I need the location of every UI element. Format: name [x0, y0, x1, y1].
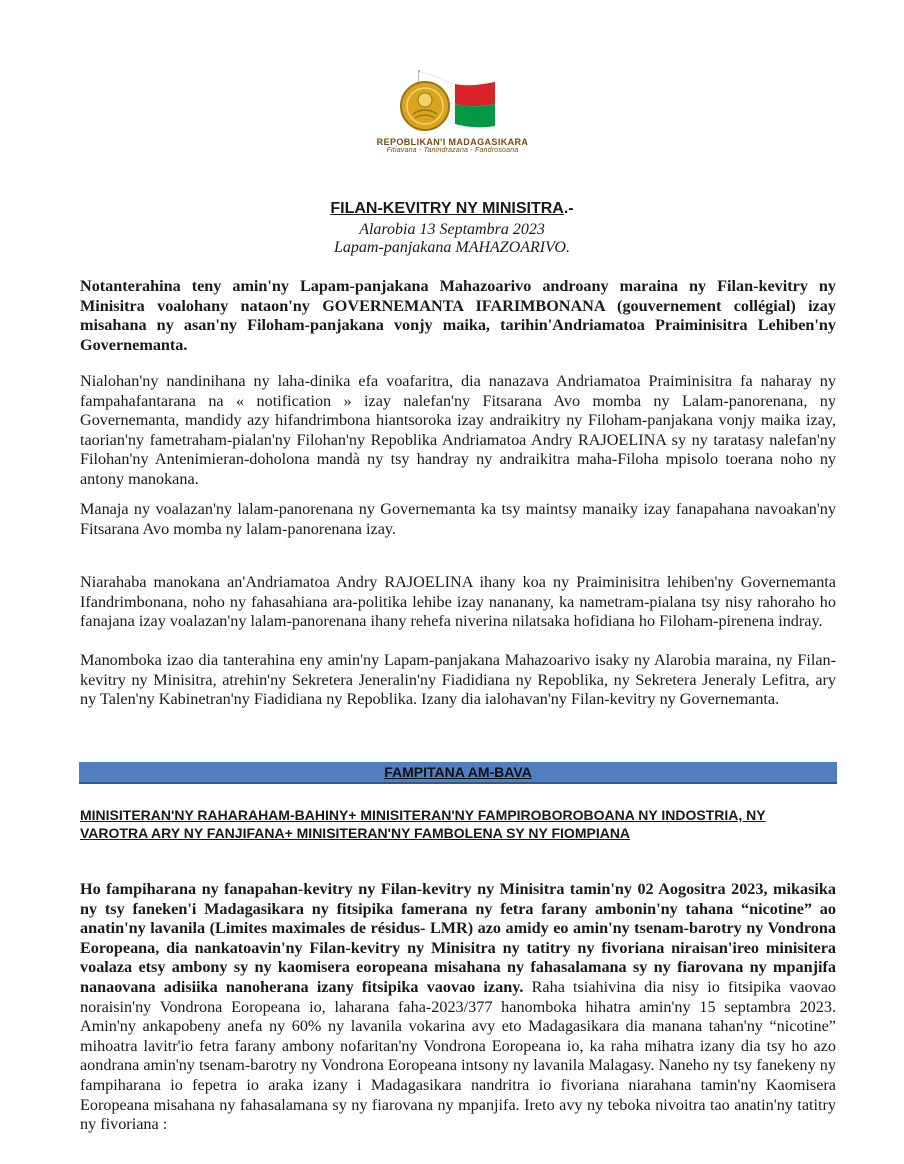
meeting-date: Alarobia 13 Septambra 2023 [359, 221, 545, 238]
section-banner [79, 762, 837, 784]
title-text: FILAN-KEVITRY NY MINISITRA [330, 200, 564, 217]
page-title [0, 200, 904, 218]
seal-motto: Fitiavana - Tanindrazana - Fandrosoana [386, 147, 519, 154]
section-banner-label: FAMPITANA AM-BAVA [384, 764, 532, 780]
body-paragraph: Manomboka izao dia tanterahina eny amin'ny Lapam-panjakana Mahazoarivo isaky ny Alarobia maraina, ny Filan-kevitry ny Minisitra, atrehin'ny Sekretera Jeneralin'ny Fiadidiana ny Repoblika, ny Sekretera Jeneraly Lefitra, ary ny Talen'ny Kabinetran'ny Fiadidiana ny Repoblika. Izany dia ialohavan'ny Filan-kevitry ny Governemanta. [80, 651, 836, 709]
body-paragraph: Niarahaba manokana an'Andriamatoa Andry RAJOELINA ihany koa ny Praiminisitra lehiben'ny Governemanta Ifandrimbonana, noho ny fahasahiana ara-politika lehibe izay nananany, ka nametram-pialana tsy nisy rahoraho ho fanajana izay voalazan'ny lalam-panorenana ihany rehefa niverina nilatsaka hofidiana ho Filoham-pirenena indray. [80, 573, 836, 631]
intro-paragraph: Notanterahina teny amin'ny Lapam-panjakana Mahazoarivo androany maraina ny Filan-kevitry ny Minisitra voalohany nataon'ny GOVERNEMANTA IFARIMBONANA (gouvernement collégial) izay misahana ny asan'ny Filoham-panjakana vonjy maika, tarihin'Andriamatoa Praiminisitra Lehiben'ny Governemanta. [80, 277, 836, 354]
decision-bold-text: Ho fampiharana ny fanapahan-kevitry ny Filan-kevitry ny Minisitra tamin'ny 02 Aogositra 2023, mikasika ny tsy faneken'i Madagasikara ny fitsipika famerana ny fetra farany ambonin'ny tahana “nicotine” ao anatin'ny lavanila (Limites maximales de résidus- LMR) azo amidy eo amin'ny tsenam-barotry ny Vondrona Eoropeana, dia nankatoavin'ny Filan-kevitry ny Minisitra ny tatitry ny fivoriana niraisan'ireo minisitera voalaza etsy ambony sy ny kaomisera eoropeana misahana ny fahasalamana sy ny fiarovana ny mpanjifa nanaovana adisiika nanoherana izany fitsipika vaovao izany. [80, 880, 836, 996]
seal-country-name: REPOBLIKAN'I MADAGASIKARA [376, 137, 529, 147]
title-suffix: .- [563, 200, 574, 217]
decision-regular-text: Raha tsiahivina dia nisy io fitsipika vaovao noraisin'ny Vondrona Eoropeana io, laharana faha-2023/377 hanomboka hihatra amin'ny 15 septambra 2023. Amin'ny ankapobeny anefa ny 60% ny lavanila vokarina avy eto Madagasikara dia manana tahan'ny “nicotine” mihoatra lavitr'io fetra farany ambony nofaritan'ny Vondrona Eoropeana io, ka raha mihatra izany dia tsy ho azo aondrana amin'ny tsenam-barotry ny Vondrona Eoropeana intsony ny lavanila Malagasy. Naneho ny tsy fanekeny ny fampiharana io fepetra io araka izany i Madagasikara nandritra io fivoriana niarahana tamin'ny Kaomisera Eoropeana misahana ny fahasalamana sy ny fiarovana ny mpanjifa. Ireto avy ny teboka nivoitra tao anatin'ny tatitry ny fivoriana : [80, 977, 836, 1134]
meeting-place: Lapam-panjakana MAHAZOARIVO. [334, 239, 570, 256]
republic-seal-logo [355, 62, 550, 156]
body-paragraph: Manaja ny voalazan'ny lalam-panorenana ny Governemanta ka tsy maintsy manaiky izay fanapahana navoakan'ny Fitsarana Avo momba ny lalam-panorenana izay. [80, 500, 836, 538]
ministry-heading: MINISITERAN'NY RAHARAHAM-BAHINY+ MINISITERAN'NY FAMPIROBOROBOANA NY INDOSTRIA, NY VAROTRA ARY NY FANJIFANA+ MINISITERAN'NY FAMBOLENA SY NY FIOMPIANA [80, 807, 766, 841]
decision-paragraph [80, 880, 836, 1135]
body-paragraph: Nialohan'ny nandinihana ny laha-dinika efa voafaritra, dia nanazava Andriamatoa Praiminisitra fa naharay ny fampahafantarana na « notification » izay nalefan'ny Fitsarana Avo momba ny Lalam-panorenana, ny Governemanta, mandidy azy hifandrimbona hiantsoroka izay andraikitry ny Filoham-panjakana vonjy maika izay, taorian'ny fametraham-pialan'ny Filohan'ny Repoblika Andriamatoa Andry RAJOELINA sy ny taratasy nalefan'ny Filohan'ny Antenimieran-doholona mandà ny tsy handray ny andraikitra maha-Filoha mpisolo toerana noho ny antony manokana. [80, 372, 836, 488]
